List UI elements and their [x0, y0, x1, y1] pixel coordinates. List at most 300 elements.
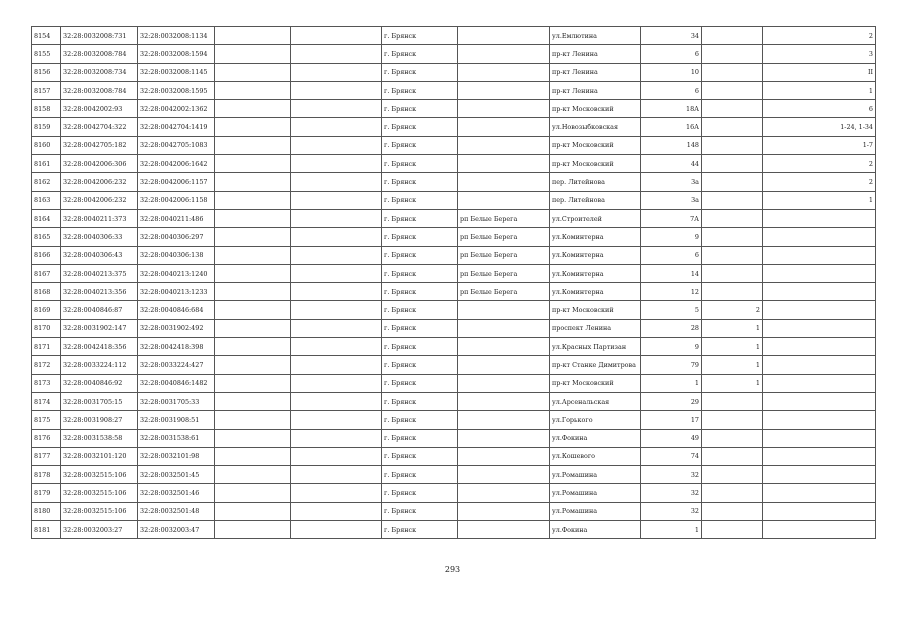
- empty-cell: [215, 136, 291, 154]
- premises-cadastral-number: 32:28:0042006:1157: [138, 173, 215, 191]
- cadastral-number: 32:28:0033224:112: [61, 356, 138, 374]
- empty-cell: [291, 502, 382, 520]
- house-cell: 74: [641, 447, 702, 465]
- row-number: 8163: [32, 191, 61, 209]
- apartment-cell: 2: [763, 155, 876, 173]
- premises-cadastral-number: 32:28:0033224:427: [138, 356, 215, 374]
- apartment-cell: [763, 283, 876, 301]
- city-cell: г. Брянск: [382, 136, 458, 154]
- house-cell: 32: [641, 466, 702, 484]
- table-row: [32, 136, 876, 154]
- street-cell: пр-кт Московский: [550, 374, 641, 392]
- extra-cell: 1: [702, 374, 763, 392]
- empty-cell: [291, 392, 382, 410]
- house-cell: 9: [641, 338, 702, 356]
- settlement-cell: [458, 63, 550, 81]
- row-number: 8167: [32, 264, 61, 282]
- premises-cadastral-number: 32:28:0032003:47: [138, 521, 215, 539]
- apartment-cell: 1-7: [763, 136, 876, 154]
- cadastral-number: 32:28:0042006:232: [61, 191, 138, 209]
- city-cell: г. Брянск: [382, 338, 458, 356]
- cadastral-number: 32:28:0031705:15: [61, 392, 138, 410]
- street-cell: пр-кт Московский: [550, 100, 641, 118]
- table-row: [32, 411, 876, 429]
- empty-cell: [291, 173, 382, 191]
- cadastral-number: 32:28:0032515:106: [61, 502, 138, 520]
- empty-cell: [291, 429, 382, 447]
- empty-cell: [215, 228, 291, 246]
- empty-cell: [215, 155, 291, 173]
- settlement-cell: [458, 27, 550, 45]
- extra-cell: 2: [702, 301, 763, 319]
- extra-cell: 1: [702, 319, 763, 337]
- cadastral-number: 32:28:0040306:43: [61, 246, 138, 264]
- premises-cadastral-number: 32:28:0042006:1158: [138, 191, 215, 209]
- city-cell: г. Брянск: [382, 392, 458, 410]
- street-cell: пр-кт Московский: [550, 155, 641, 173]
- empty-cell: [215, 45, 291, 63]
- empty-cell: [291, 466, 382, 484]
- house-cell: 14: [641, 264, 702, 282]
- empty-cell: [291, 246, 382, 264]
- premises-cadastral-number: 32:28:0032501:46: [138, 484, 215, 502]
- cadastral-number: 32:28:0040213:356: [61, 283, 138, 301]
- empty-cell: [291, 27, 382, 45]
- table-row: [32, 264, 876, 282]
- street-cell: ул.Коминтерна: [550, 264, 641, 282]
- cadastral-number: 32:28:0032101:120: [61, 447, 138, 465]
- table-row: [32, 502, 876, 520]
- premises-cadastral-number: 32:28:0042006:1642: [138, 155, 215, 173]
- city-cell: г. Брянск: [382, 264, 458, 282]
- cadastral-number: 32:28:0032008:784: [61, 81, 138, 99]
- row-number: 8175: [32, 411, 61, 429]
- extra-cell: [702, 228, 763, 246]
- extra-cell: [702, 118, 763, 136]
- house-cell: 5: [641, 301, 702, 319]
- empty-cell: [215, 429, 291, 447]
- street-cell: пер. Литейнова: [550, 191, 641, 209]
- empty-cell: [215, 319, 291, 337]
- extra-cell: [702, 521, 763, 539]
- empty-cell: [291, 338, 382, 356]
- city-cell: г. Брянск: [382, 27, 458, 45]
- city-cell: г. Брянск: [382, 209, 458, 227]
- apartment-cell: 1-24, 1-34: [763, 118, 876, 136]
- extra-cell: [702, 136, 763, 154]
- table-row: [32, 209, 876, 227]
- street-cell: ул.Емлютина: [550, 27, 641, 45]
- table-row: [32, 466, 876, 484]
- table-row: [32, 392, 876, 410]
- extra-cell: [702, 63, 763, 81]
- table-row: [32, 81, 876, 99]
- street-cell: ул.Горького: [550, 411, 641, 429]
- apartment-cell: [763, 466, 876, 484]
- settlement-cell: [458, 118, 550, 136]
- cadastral-number: 32:28:0042002:93: [61, 100, 138, 118]
- settlement-cell: [458, 173, 550, 191]
- settlement-cell: [458, 429, 550, 447]
- extra-cell: [702, 100, 763, 118]
- city-cell: г. Брянск: [382, 447, 458, 465]
- settlement-cell: [458, 319, 550, 337]
- street-cell: проспект Ленина: [550, 319, 641, 337]
- extra-cell: [702, 264, 763, 282]
- street-cell: ул.Фокина: [550, 521, 641, 539]
- empty-cell: [215, 447, 291, 465]
- house-cell: 6: [641, 81, 702, 99]
- row-number: 8164: [32, 209, 61, 227]
- apartment-cell: [763, 429, 876, 447]
- cadastral-number: 32:28:0042006:232: [61, 173, 138, 191]
- apartment-cell: [763, 338, 876, 356]
- premises-cadastral-number: 32:28:0031908:51: [138, 411, 215, 429]
- city-cell: г. Брянск: [382, 81, 458, 99]
- apartment-cell: [763, 209, 876, 227]
- street-cell: пр-кт Московский: [550, 136, 641, 154]
- table-row: [32, 228, 876, 246]
- house-cell: 6: [641, 45, 702, 63]
- house-cell: 28: [641, 319, 702, 337]
- settlement-cell: [458, 301, 550, 319]
- empty-cell: [215, 502, 291, 520]
- empty-cell: [215, 81, 291, 99]
- apartment-cell: 1: [763, 81, 876, 99]
- settlement-cell: рп Белые Берега: [458, 283, 550, 301]
- empty-cell: [291, 155, 382, 173]
- settlement-cell: [458, 136, 550, 154]
- street-cell: пер. Литейнова: [550, 173, 641, 191]
- settlement-cell: [458, 356, 550, 374]
- street-cell: ул.Новозыбковская: [550, 118, 641, 136]
- house-cell: 12: [641, 283, 702, 301]
- row-number: 8173: [32, 374, 61, 392]
- empty-cell: [215, 246, 291, 264]
- row-number: 8180: [32, 502, 61, 520]
- settlement-cell: [458, 521, 550, 539]
- empty-cell: [291, 100, 382, 118]
- premises-cadastral-number: 32:28:0042705:1083: [138, 136, 215, 154]
- row-number: 8176: [32, 429, 61, 447]
- premises-cadastral-number: 32:28:0032008:1594: [138, 45, 215, 63]
- premises-cadastral-number: 32:28:0031538:61: [138, 429, 215, 447]
- house-cell: 3а: [641, 191, 702, 209]
- city-cell: г. Брянск: [382, 429, 458, 447]
- street-cell: ул.Арсенальская: [550, 392, 641, 410]
- street-cell: ул.Строителей: [550, 209, 641, 227]
- street-cell: ул.Ромашина: [550, 466, 641, 484]
- street-cell: ул.Красных Партизан: [550, 338, 641, 356]
- cadastral-number: 32:28:0040211:373: [61, 209, 138, 227]
- apartment-cell: [763, 356, 876, 374]
- row-number: 8155: [32, 45, 61, 63]
- apartment-cell: [763, 484, 876, 502]
- cadastral-number: 32:28:0032515:106: [61, 484, 138, 502]
- cadastral-number: 32:28:0032008:731: [61, 27, 138, 45]
- empty-cell: [215, 484, 291, 502]
- house-cell: 49: [641, 429, 702, 447]
- street-cell: пр-кт Станке Димитрова: [550, 356, 641, 374]
- apartment-cell: [763, 301, 876, 319]
- city-cell: г. Брянск: [382, 246, 458, 264]
- table-row: [32, 118, 876, 136]
- settlement-cell: [458, 447, 550, 465]
- premises-cadastral-number: 32:28:0042704:1419: [138, 118, 215, 136]
- table-row: [32, 447, 876, 465]
- house-cell: 29: [641, 392, 702, 410]
- city-cell: г. Брянск: [382, 283, 458, 301]
- settlement-cell: [458, 374, 550, 392]
- street-cell: пр-кт Московский: [550, 301, 641, 319]
- city-cell: г. Брянск: [382, 502, 458, 520]
- street-cell: ул.Кошевого: [550, 447, 641, 465]
- empty-cell: [215, 191, 291, 209]
- table-row: [32, 319, 876, 337]
- house-cell: 1: [641, 374, 702, 392]
- row-number: 8154: [32, 27, 61, 45]
- empty-cell: [215, 466, 291, 484]
- row-number: 8171: [32, 338, 61, 356]
- empty-cell: [215, 356, 291, 374]
- premises-cadastral-number: 32:28:0042418:398: [138, 338, 215, 356]
- house-cell: 3а: [641, 173, 702, 191]
- premises-cadastral-number: 32:28:0040846:1482: [138, 374, 215, 392]
- city-cell: г. Брянск: [382, 411, 458, 429]
- cadastral-number: 32:28:0032008:784: [61, 45, 138, 63]
- extra-cell: [702, 209, 763, 227]
- settlement-cell: [458, 155, 550, 173]
- city-cell: г. Брянск: [382, 319, 458, 337]
- row-number: 8161: [32, 155, 61, 173]
- city-cell: г. Брянск: [382, 374, 458, 392]
- premises-cadastral-number: 32:28:0040213:1240: [138, 264, 215, 282]
- cadastral-number: 32:28:0032515:106: [61, 466, 138, 484]
- street-cell: пр-кт Ленина: [550, 45, 641, 63]
- row-number: 8157: [32, 81, 61, 99]
- empty-cell: [291, 191, 382, 209]
- settlement-cell: рп Белые Берега: [458, 264, 550, 282]
- cadastral-number: 32:28:0031902:147: [61, 319, 138, 337]
- city-cell: г. Брянск: [382, 173, 458, 191]
- settlement-cell: [458, 45, 550, 63]
- table-row: [32, 173, 876, 191]
- table-row: [32, 45, 876, 63]
- extra-cell: [702, 246, 763, 264]
- house-cell: 32: [641, 484, 702, 502]
- empty-cell: [291, 228, 382, 246]
- table-row: [32, 374, 876, 392]
- apartment-cell: 3: [763, 45, 876, 63]
- row-number: 8177: [32, 447, 61, 465]
- apartment-cell: [763, 447, 876, 465]
- extra-cell: [702, 81, 763, 99]
- empty-cell: [215, 63, 291, 81]
- house-cell: 7А: [641, 209, 702, 227]
- cadastral-number: 32:28:0040846:92: [61, 374, 138, 392]
- apartment-cell: 1: [763, 191, 876, 209]
- street-cell: ул.Ромашина: [550, 484, 641, 502]
- row-number: 8166: [32, 246, 61, 264]
- table-row: [32, 429, 876, 447]
- street-cell: ул.Коминтерна: [550, 228, 641, 246]
- empty-cell: [215, 100, 291, 118]
- row-number: 8174: [32, 392, 61, 410]
- empty-cell: [291, 63, 382, 81]
- empty-cell: [291, 264, 382, 282]
- settlement-cell: [458, 338, 550, 356]
- apartment-cell: [763, 264, 876, 282]
- page-number: 293: [444, 565, 461, 574]
- empty-cell: [291, 81, 382, 99]
- empty-cell: [215, 411, 291, 429]
- table-row: [32, 27, 876, 45]
- apartment-cell: [763, 246, 876, 264]
- empty-cell: [215, 209, 291, 227]
- apartment-cell: 2: [763, 27, 876, 45]
- registry-table: [31, 26, 876, 539]
- premises-cadastral-number: 32:28:0040306:138: [138, 246, 215, 264]
- premises-cadastral-number: 32:28:0032501:48: [138, 502, 215, 520]
- settlement-cell: [458, 466, 550, 484]
- cadastral-number: 32:28:0040846:87: [61, 301, 138, 319]
- apartment-cell: 6: [763, 100, 876, 118]
- settlement-cell: [458, 411, 550, 429]
- premises-cadastral-number: 32:28:0040211:486: [138, 209, 215, 227]
- apartment-cell: II: [763, 63, 876, 81]
- table-row: [32, 356, 876, 374]
- row-number: 8178: [32, 466, 61, 484]
- premises-cadastral-number: 32:28:0032501:45: [138, 466, 215, 484]
- empty-cell: [291, 319, 382, 337]
- city-cell: г. Брянск: [382, 191, 458, 209]
- extra-cell: 1: [702, 338, 763, 356]
- house-cell: 16А: [641, 118, 702, 136]
- city-cell: г. Брянск: [382, 301, 458, 319]
- cadastral-number: 32:28:0032003:27: [61, 521, 138, 539]
- street-cell: пр-кт Ленина: [550, 81, 641, 99]
- empty-cell: [215, 374, 291, 392]
- apartment-cell: 2: [763, 173, 876, 191]
- house-cell: 148: [641, 136, 702, 154]
- row-number: 8179: [32, 484, 61, 502]
- table-row: [32, 484, 876, 502]
- empty-cell: [291, 356, 382, 374]
- empty-cell: [291, 411, 382, 429]
- cadastral-number: 32:28:0042704:322: [61, 118, 138, 136]
- extra-cell: [702, 429, 763, 447]
- premises-cadastral-number: 32:28:0032101:98: [138, 447, 215, 465]
- row-number: 8168: [32, 283, 61, 301]
- empty-cell: [291, 45, 382, 63]
- row-number: 8156: [32, 63, 61, 81]
- empty-cell: [215, 283, 291, 301]
- house-cell: 18А: [641, 100, 702, 118]
- table-row: [32, 100, 876, 118]
- premises-cadastral-number: 32:28:0032008:1595: [138, 81, 215, 99]
- extra-cell: [702, 45, 763, 63]
- empty-cell: [291, 521, 382, 539]
- city-cell: г. Брянск: [382, 155, 458, 173]
- city-cell: г. Брянск: [382, 228, 458, 246]
- apartment-cell: [763, 521, 876, 539]
- cadastral-number: 32:28:0031538:58: [61, 429, 138, 447]
- settlement-cell: [458, 502, 550, 520]
- apartment-cell: [763, 411, 876, 429]
- empty-cell: [291, 136, 382, 154]
- extra-cell: [702, 155, 763, 173]
- extra-cell: [702, 392, 763, 410]
- table-row: [32, 521, 876, 539]
- house-cell: 34: [641, 27, 702, 45]
- city-cell: г. Брянск: [382, 118, 458, 136]
- premises-cadastral-number: 32:28:0042002:1362: [138, 100, 215, 118]
- settlement-cell: [458, 81, 550, 99]
- house-cell: 32: [641, 502, 702, 520]
- row-number: 8172: [32, 356, 61, 374]
- extra-cell: [702, 484, 763, 502]
- premises-cadastral-number: 32:28:0040846:684: [138, 301, 215, 319]
- row-number: 8162: [32, 173, 61, 191]
- city-cell: г. Брянск: [382, 466, 458, 484]
- premises-cadastral-number: 32:28:0040306:297: [138, 228, 215, 246]
- empty-cell: [215, 392, 291, 410]
- empty-cell: [291, 301, 382, 319]
- premises-cadastral-number: 32:28:0032008:1134: [138, 27, 215, 45]
- table-row: [32, 191, 876, 209]
- city-cell: г. Брянск: [382, 356, 458, 374]
- empty-cell: [215, 338, 291, 356]
- house-cell: 17: [641, 411, 702, 429]
- city-cell: г. Брянск: [382, 100, 458, 118]
- extra-cell: [702, 27, 763, 45]
- apartment-cell: [763, 228, 876, 246]
- premises-cadastral-number: 32:28:0031705:33: [138, 392, 215, 410]
- extra-cell: [702, 411, 763, 429]
- cadastral-number: 32:28:0042006:306: [61, 155, 138, 173]
- row-number: 8165: [32, 228, 61, 246]
- extra-cell: [702, 173, 763, 191]
- cadastral-number: 32:28:0040306:33: [61, 228, 138, 246]
- cadastral-number: 32:28:0031908:27: [61, 411, 138, 429]
- apartment-cell: [763, 319, 876, 337]
- empty-cell: [291, 209, 382, 227]
- street-cell: ул.Фокина: [550, 429, 641, 447]
- row-number: 8159: [32, 118, 61, 136]
- house-cell: 9: [641, 228, 702, 246]
- table-row: [32, 246, 876, 264]
- table-row: [32, 338, 876, 356]
- empty-cell: [215, 173, 291, 191]
- cadastral-number: 32:28:0032008:734: [61, 63, 138, 81]
- settlement-cell: [458, 100, 550, 118]
- street-cell: ул.Коминтерна: [550, 283, 641, 301]
- city-cell: г. Брянск: [382, 45, 458, 63]
- empty-cell: [215, 521, 291, 539]
- extra-cell: [702, 447, 763, 465]
- city-cell: г. Брянск: [382, 521, 458, 539]
- settlement-cell: рп Белые Берега: [458, 209, 550, 227]
- extra-cell: 1: [702, 356, 763, 374]
- premises-cadastral-number: 32:28:0040213:1233: [138, 283, 215, 301]
- row-number: 8160: [32, 136, 61, 154]
- settlement-cell: [458, 392, 550, 410]
- city-cell: г. Брянск: [382, 63, 458, 81]
- empty-cell: [215, 264, 291, 282]
- house-cell: 44: [641, 155, 702, 173]
- empty-cell: [291, 283, 382, 301]
- extra-cell: [702, 502, 763, 520]
